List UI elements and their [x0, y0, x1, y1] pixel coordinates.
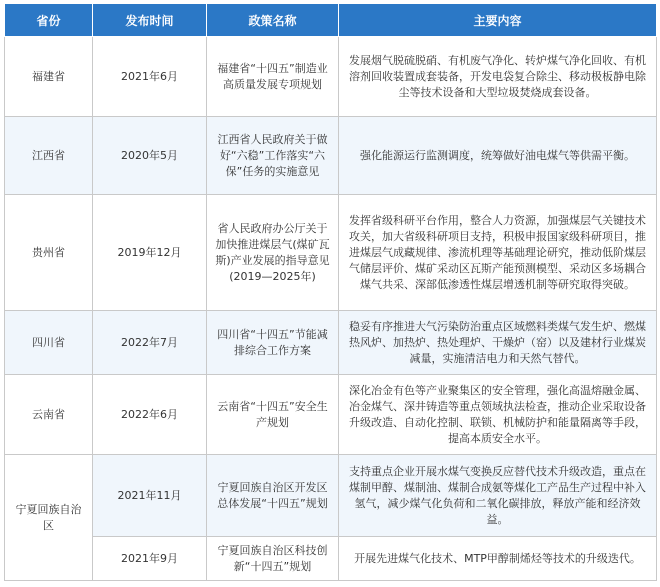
cell-province: 四川省 — [5, 311, 93, 375]
cell-content: 发展烟气脱硫脱硝、有机废气净化、转炉煤气净化回收、有机溶剂回收装置成套装备，开发电袋复合除尘、移动极板静电除尘等技术设备和大型垃圾焚烧成套设备。 — [339, 37, 657, 117]
cell-province: 贵州省 — [5, 195, 93, 311]
cell-date: 2022年6月 — [93, 375, 207, 455]
cell-policy: 福建省“十四五”制造业高质量发展专项规划 — [207, 37, 339, 117]
table-row — [5, 195, 657, 311]
cell-policy: 宁夏回族自治区科技创新“十四五”规划 — [207, 537, 339, 581]
cell-content: 稳妥有序推进大气污染防治重点区域燃料类煤气发生炉、燃煤热风炉、加热炉、热处理炉、干燥炉（窑）以及建材行业煤炭减量，实施清洁电力和天然气替代。 — [339, 311, 657, 375]
table-row — [5, 37, 657, 117]
table-header-row — [5, 4, 657, 37]
cell-date: 2019年12月 — [93, 195, 207, 311]
cell-policy: 省人民政府办公厅关于加快推进煤层气(煤矿瓦斯)产业发展的指导意见(2019—2025年) — [207, 195, 339, 311]
cell-content: 发挥省级科研平台作用，整合人力资源，加强煤层气关键技术攻关，加大省级科研项目支持，积极申报国家级科研项目，推进煤层气成藏规律、渗流机理等基础理论研究，推动低阶煤层气储层评价、煤矿采动区瓦斯产能预测模型、采动区多场耦合煤气共采、深部低渗透性煤层增透机制等研究取得突破。 — [339, 195, 657, 311]
cell-date: 2022年7月 — [93, 311, 207, 375]
cell-policy: 云南省“十四五”安全生产规划 — [207, 375, 339, 455]
header-date: 发布时间 — [93, 4, 207, 37]
cell-province: 江西省 — [5, 117, 93, 195]
policy-table — [4, 3, 657, 581]
cell-content: 支持重点企业开展水煤气变换反应替代技术升级改造，重点在煤制甲醇、煤制油、煤制合成氨等煤化工产品生产过程中补入氢气，减少煤气化负荷和二氧化碳排放，释放产能和经济效益。 — [339, 455, 657, 537]
table-row — [5, 311, 657, 375]
cell-policy: 江西省人民政府关于做好“六稳”工作落实“六保”任务的实施意见 — [207, 117, 339, 195]
cell-date: 2021年11月 — [93, 455, 207, 537]
cell-policy: 四川省“十四五”节能减排综合工作方案 — [207, 311, 339, 375]
header-content: 主要内容 — [339, 4, 657, 37]
cell-province: 福建省 — [5, 37, 93, 117]
header-policy: 政策名称 — [207, 4, 339, 37]
table-row — [5, 117, 657, 195]
cell-date: 2021年6月 — [93, 37, 207, 117]
cell-province: 宁夏回族自治区 — [5, 455, 93, 581]
cell-province: 云南省 — [5, 375, 93, 455]
cell-date: 2020年5月 — [93, 117, 207, 195]
cell-content: 强化能源运行监测调度，统筹做好油电煤气等供需平衡。 — [339, 117, 657, 195]
cell-content: 开展先进煤气化技术、MTP甲醇制烯烃等技术的升级迭代。 — [339, 537, 657, 581]
header-province: 省份 — [5, 4, 93, 37]
table-row — [5, 375, 657, 455]
cell-date: 2021年9月 — [93, 537, 207, 581]
table-row — [5, 537, 657, 581]
cell-content: 深化冶金有色等产业聚集区的安全管理，强化高温熔融金属、冶金煤气、深井铸造等重点领域执法检查，推动企业采取设备升级改造、自动化控制、联锁、机械防护和能量隔离等手段，提高本质安全水平。 — [339, 375, 657, 455]
table-row — [5, 455, 657, 537]
cell-policy: 宁夏回族自治区开发区总体发展“十四五”规划 — [207, 455, 339, 537]
